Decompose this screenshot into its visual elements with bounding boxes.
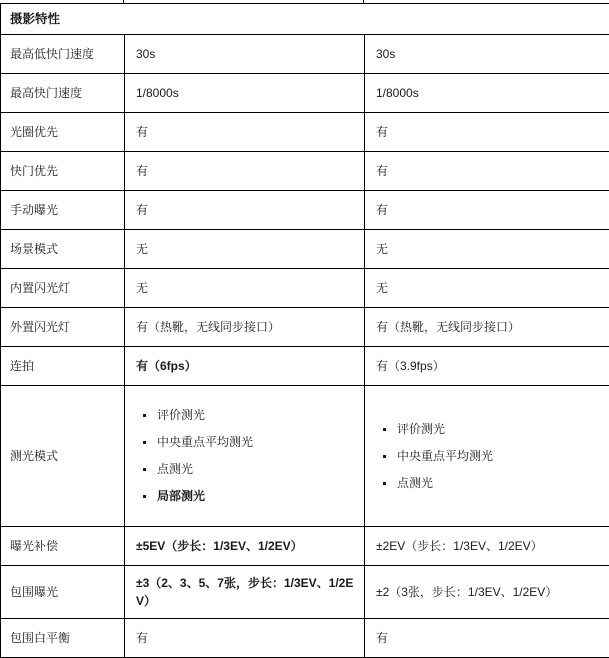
table-row [1, 74, 609, 113]
table-row [1, 191, 609, 230]
row-value-col-a: 有 [125, 152, 365, 191]
metering-list-item: 中央重点平均测光 [381, 443, 599, 470]
row-value-col-a: 30s [125, 35, 365, 74]
table-row [1, 35, 609, 74]
row-value-col-a [125, 386, 365, 527]
row-value-col-a: 无 [125, 269, 365, 308]
row-value-col-a: 1/8000s [125, 74, 365, 113]
row-value-col-b: 有 [365, 619, 609, 658]
row-value-col-a: 有（热靴，无线同步接口） [125, 308, 365, 347]
row-value-col-a: 有（6fps） [125, 347, 365, 386]
table-row [1, 619, 609, 658]
table-body [1, 4, 609, 658]
row-label: 曝光补偿 [1, 527, 125, 566]
table-row [1, 566, 609, 619]
row-value-col-b: ±2EV（步长：1/3EV、1/2EV） [365, 527, 609, 566]
row-label: 测光模式 [1, 386, 125, 527]
row-value-col-b [365, 386, 609, 527]
row-value-col-b: 1/8000s [365, 74, 609, 113]
row-label: 手动曝光 [1, 191, 125, 230]
row-value-col-a: ±5EV（步长：1/3EV、1/2EV） [125, 527, 365, 566]
row-value-col-a: 有 [125, 191, 365, 230]
row-label: 快门优先 [1, 152, 125, 191]
row-value-col-a: ±3（2、3、5、7张，步长：1/3EV、1/2EV） [125, 566, 365, 619]
metering-list-item: 点测光 [141, 456, 354, 483]
row-label: 光圈优先 [1, 113, 125, 152]
row-value-col-b: 有 [365, 152, 609, 191]
table-row [1, 113, 609, 152]
row-value-col-a: 有 [125, 113, 365, 152]
row-value-col-a: 有 [125, 619, 365, 658]
table-row [1, 152, 609, 191]
metering-list-item: 点测光 [381, 470, 599, 497]
row-label: 连拍 [1, 347, 125, 386]
metering-list-item: 中央重点平均测光 [141, 429, 354, 456]
table-row [1, 527, 609, 566]
row-value-col-b: 30s [365, 35, 609, 74]
row-value-col-b: ±2（3张，步长：1/3EV、1/2EV） [365, 566, 609, 619]
row-value-col-b: 有（3.9fps） [365, 347, 609, 386]
metering-list-col-a [135, 402, 354, 510]
table-row [1, 308, 609, 347]
metering-list-item: 局部测光 [141, 483, 354, 510]
table-top-edge [0, 0, 609, 3]
row-value-col-b: 无 [365, 230, 609, 269]
row-label: 内置闪光灯 [1, 269, 125, 308]
section-title: 摄影特性 [1, 4, 609, 35]
row-value-col-b: 有 [365, 113, 609, 152]
row-label: 包围曝光 [1, 566, 125, 619]
row-value-col-b: 有 [365, 191, 609, 230]
metering-list-item: 评价测光 [381, 416, 599, 443]
table-section-header-row [1, 4, 609, 35]
table-row [1, 230, 609, 269]
table-row [1, 347, 609, 386]
row-label: 场景模式 [1, 230, 125, 269]
row-label: 最高快门速度 [1, 74, 125, 113]
row-value-col-b: 无 [365, 269, 609, 308]
row-label: 最高低快门速度 [1, 35, 125, 74]
row-value-col-b: 有（热靴，无线同步接口） [365, 308, 609, 347]
table-row [1, 269, 609, 308]
row-label: 外置闪光灯 [1, 308, 125, 347]
row-label: 包围白平衡 [1, 619, 125, 658]
table-row-metering [1, 386, 609, 527]
metering-list-item: 评价测光 [141, 402, 354, 429]
row-value-col-a: 无 [125, 230, 365, 269]
camera-spec-table [0, 3, 609, 658]
metering-list-col-b [375, 416, 599, 497]
